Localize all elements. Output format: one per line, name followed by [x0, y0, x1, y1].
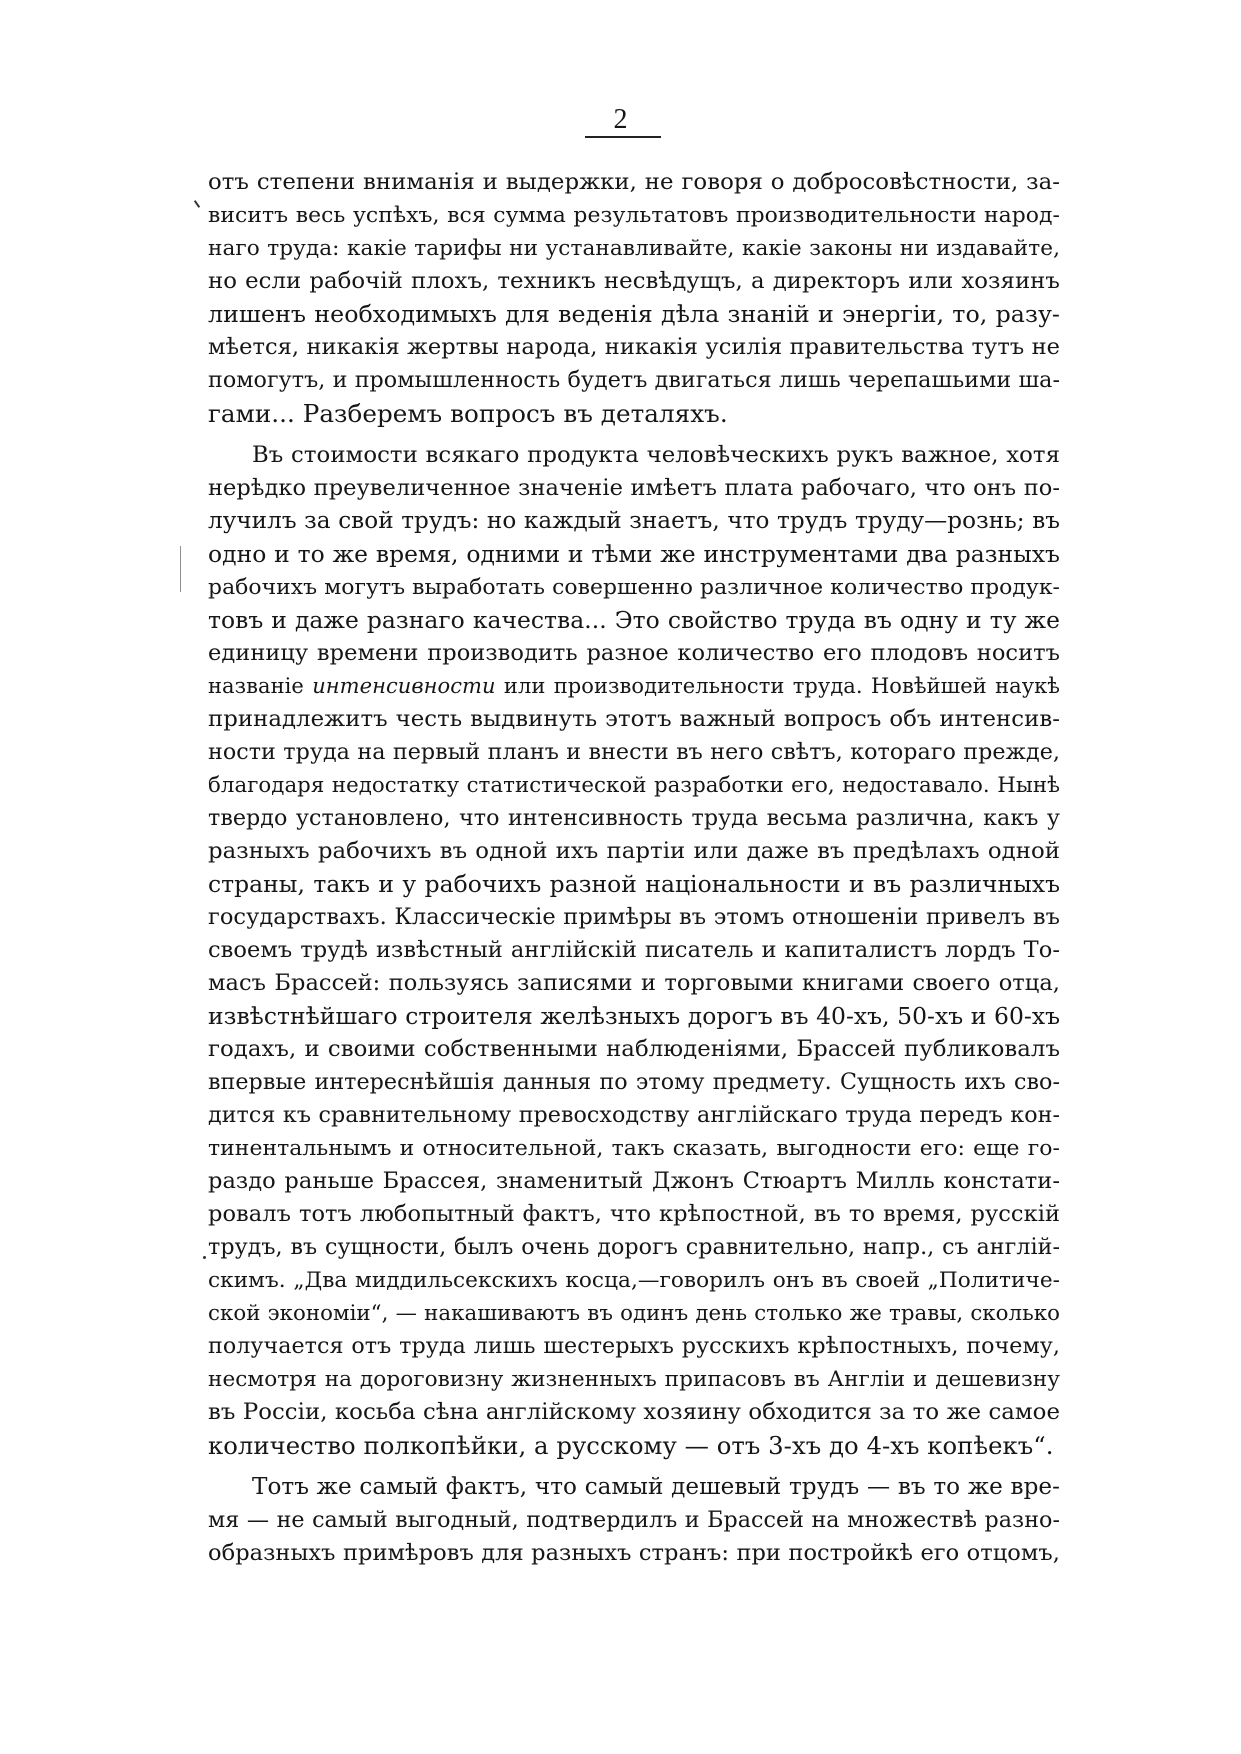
body-text	[208, 166, 1060, 1570]
text-line: извѣстнѣйшаго строителя желѣзныхъ дорогъ въ 40-хъ, 50-хъ и 60-хъ	[208, 1002, 1060, 1030]
margin-mark	[194, 200, 200, 208]
text-line: въ Россіи, косьба сѣна англійскому хозяину обходится за то же самое	[208, 1399, 1060, 1425]
margin-mark	[180, 546, 181, 592]
text-line: рабочихъ могутъ выработать совершенно различное количество продук-	[208, 575, 1060, 600]
text-line: дится къ сравнительному превосходству англійскаго труда передъ кон-	[208, 1102, 1060, 1128]
text-line: количество полкопѣйки, а русскому — отъ 3-хъ до 4-хъ копѣекъ“.	[208, 1431, 1054, 1460]
text-line: раздо раньше Брассея, знаменитый Джонъ Стюартъ Милль констати-	[208, 1168, 1060, 1194]
text-line: разныхъ рабочихъ въ одной ихъ партіи или даже въ предѣлахъ одной	[208, 838, 1060, 864]
text-line: несмотря на дороговизну жизненныхъ припасовъ въ Англіи и дешевизну	[208, 1367, 1060, 1392]
text-line: твердо установлено, что интенсивность труда весьма различна, какъ у	[208, 805, 1060, 831]
text-line: масъ Брассей: пользуясь записями и торговыми книгами своего отца,	[208, 970, 1060, 996]
text-line: товъ и даже разнаго качества... Это свойство труда въ одну и ту же	[208, 606, 1060, 634]
text-line: лишенъ необходимыхъ для веденія дѣла знаній и энергіи, то, разу-	[208, 300, 1060, 328]
paragraph-1	[208, 166, 1060, 430]
text-line: Тотъ же самый фактъ, что самый дешевый трудъ — въ то же вре-	[252, 1474, 1060, 1500]
text-line: наго труда: какіе тарифы ни устанавливайте, какіе законы ни издавайте,	[208, 236, 1060, 261]
paragraph-2	[208, 439, 1060, 1462]
text-line: получается отъ труда лишь шестерыхъ русскихъ крѣпостныхъ, почему,	[208, 1333, 1060, 1359]
text-line: принадлежитъ честь выдвинуть этотъ важный вопросъ объ интенсив-	[208, 706, 1060, 732]
text-run: названіе	[208, 674, 313, 698]
text-line: единицу времени производить разное количество его плодовъ носитъ	[208, 640, 1060, 666]
text-line	[208, 670, 1060, 703]
text-line: гами... Разберемъ вопросъ въ деталяхъ.	[208, 399, 728, 428]
text-line: виситъ весь успѣхъ, вся сумма результатовъ производительности народ-	[208, 203, 1060, 228]
text-line: государствахъ. Классическіе примѣры въ этомъ отношеніи привелъ въ	[208, 904, 1060, 930]
text-line: впервые интереснѣйшія данныя по этому предмету. Сущность ихъ сво-	[208, 1069, 1060, 1095]
text-run: или производительности труда. Новѣйшей наукѣ	[495, 674, 1060, 698]
text-line: годахъ, и своими собственными наблюденіями, Брассей публиковалъ	[208, 1036, 1060, 1062]
text-line: одно и то же время, одними и тѣми же инструментами два разныхъ	[208, 540, 1060, 568]
paragraph-3	[208, 1471, 1060, 1570]
text-line: тинентальнымъ и относительной, такъ сказать, выгодности его: еще го-	[208, 1136, 1060, 1161]
text-line: мѣется, никакія жертвы народа, никакія усилія правительства тутъ не	[208, 334, 1060, 360]
text-line: ности труда на первый планъ и внести въ него свѣтъ, котораго прежде,	[208, 739, 1060, 765]
text-line: но если рабочій плохъ, техникъ несвѣдущъ, а директоръ или хозяинъ	[208, 268, 1060, 294]
text-line: благодаря недостатку статистической разработки его, недоставало. Нынѣ	[208, 773, 1060, 798]
page-number: 2	[613, 104, 628, 135]
text-line: своемъ трудѣ извѣстный англійскій писатель и капиталистъ лордъ То-	[208, 937, 1060, 963]
text-line: мя — не самый выгодный, подтвердилъ и Брассей на множествѣ разно-	[208, 1507, 1060, 1533]
margin-mark	[203, 1256, 206, 1259]
text-line: отъ степени вниманія и выдержки, не говоря о добросовѣстности, за-	[208, 169, 1060, 195]
text-line: нерѣдко преувеличенное значеніе имѣетъ плата рабочаго, что онъ по-	[208, 475, 1060, 501]
text-line: ровалъ тотъ любопытный фактъ, что крѣпостной, въ то время, русскій	[208, 1201, 1060, 1227]
text-line: образныхъ примѣровъ для разныхъ странъ: при постройкѣ его отцомъ,	[208, 1540, 1060, 1566]
text-line: трудъ, въ сущности, былъ очень дорогъ сравнительно, напр., съ англій-	[208, 1234, 1060, 1260]
page-number-rule	[585, 136, 661, 138]
text-line: ской экономіи“, — накашиваютъ въ одинъ день столько же травы, сколько	[208, 1301, 1060, 1326]
italic-term: интенсивности	[312, 674, 496, 698]
text-line: скимъ. „Два миддильсекскихъ косца,—говорилъ онъ въ своей „Политиче-	[208, 1268, 1060, 1293]
text-line: помогутъ, и промышленность будетъ двигаться лишь черепашьими ша-	[208, 367, 1060, 393]
text-line: страны, такъ и у рабочихъ разной національности и въ различныхъ	[208, 870, 1060, 898]
text-line: лучилъ за свой трудъ: но каждый знаетъ, что трудъ труду—рознь; въ	[208, 508, 1060, 534]
text-line: Въ стоимости всякаго продукта человѣческихъ рукъ важное, хотя	[252, 442, 1060, 468]
